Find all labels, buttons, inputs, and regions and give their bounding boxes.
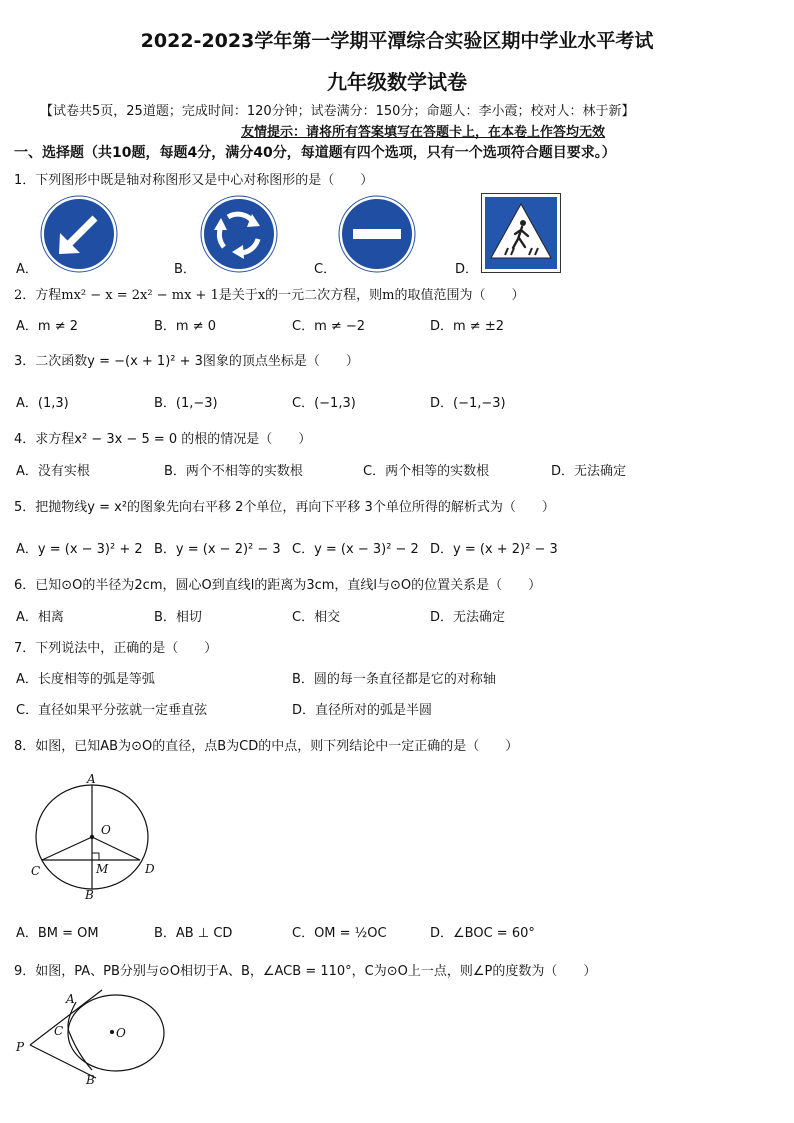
q1-option-c: C． <box>314 262 337 277</box>
q3-option-d: D．(−1,−3) <box>430 396 506 411</box>
sign-keep-left-icon <box>40 195 118 273</box>
q8-option-d: D．∠BOC = 60° <box>430 926 535 941</box>
q2-option-c: C．m ≠ −2 <box>292 319 366 334</box>
fig9-label-b: B <box>86 1073 95 1087</box>
q1-option-d: D． <box>455 262 479 277</box>
q4-option-b: B．两个不相等的实数根 <box>164 464 303 479</box>
question-5: 5．把抛物线y = x²的图象先向右平移 2个单位，再向下平移 3个单位所得的解析式为（ ） <box>14 500 555 515</box>
q6-option-a: A．相离 <box>16 610 64 625</box>
question-4: 4．求方程x² − 3x − 5 = 0 的根的情况是（ ） <box>14 432 312 447</box>
question-7: 7．下列说法中，正确的是（ ） <box>14 641 218 656</box>
q6-option-b: B．相切 <box>154 610 202 625</box>
section-heading: 一、选择题（共10题，每题4分，满分40分，每道题有四个选项，只有一个选项符合题目要求。） <box>14 145 616 161</box>
fig9-label-c: C <box>54 1024 64 1038</box>
question-9: 9．如图，PA、PB分别与⊙O相切于A、B，∠ACB = 110°，C为⊙O上一点，则∠P的度数为（ ） <box>14 964 597 979</box>
question-3: 3．二次函数y = −(x + 1)² + 3图象的顶点坐标是（ ） <box>14 354 359 369</box>
question-8: 8．如图，已知AB为⊙O的直径，点B为CD的中点，则下列结论中一定正确的是（ ） <box>14 739 519 754</box>
q5-option-d: D．y = (x + 2)² − 3 <box>430 542 558 557</box>
fig8-label-m: M <box>96 862 109 876</box>
fig9-label-p: P <box>16 1040 25 1054</box>
figure-q8-circle <box>22 772 172 902</box>
q5-option-c: C．y = (x − 3)² − 2 <box>292 542 419 557</box>
q1-option-a: A． <box>16 262 38 277</box>
question-6: 6．已知⊙O的半径为2cm，圆心O到直线l的距离为3cm，直线l与⊙O的位置关系是（ ） <box>14 578 542 593</box>
fig9-label-a: A <box>66 992 75 1006</box>
q7-option-c: C．直径如果平分弦就一定垂直弦 <box>16 703 208 718</box>
question-1: 1．下列图形中既是轴对称图形又是中心对称图形的是（ ） <box>14 173 374 188</box>
exam-title: 2022-2023学年第一学期平潭综合实验区期中学业水平考试 <box>140 30 654 52</box>
q8-option-b: B．AB ⊥ CD <box>154 926 233 941</box>
q2-option-a: A．m ≠ 2 <box>16 319 78 334</box>
fig8-label-a: A <box>87 772 96 786</box>
question-2: 2．方程mx² − x = 2x² − mx + 1是关于x的一元二次方程，则m的取值范围为（ ） <box>14 288 525 303</box>
q4-option-d: D．无法确定 <box>551 464 627 479</box>
exam-subtitle: 九年级数学试卷 <box>327 70 467 94</box>
fig9-label-o: O <box>116 1026 126 1040</box>
q5-option-b: B．y = (x − 2)² − 3 <box>154 542 281 557</box>
q3-option-c: C．(−1,3) <box>292 396 356 411</box>
q7-option-d: D．直径所对的弧是半圆 <box>292 703 433 718</box>
exam-tip: 友情提示：请将所有答案填写在答题卡上，在本卷上作答均无效 <box>240 125 605 140</box>
fig8-label-d: D <box>145 862 155 876</box>
fig8-label-o: O <box>101 823 111 837</box>
q7-option-a: A．长度相等的弧是等弧 <box>16 672 155 687</box>
q4-option-a: A．没有实根 <box>16 464 90 479</box>
q7-option-b: B．圆的每一条直径都是它的对称轴 <box>292 672 496 687</box>
q5-option-a: A．y = (x − 3)² + 2 <box>16 542 143 557</box>
sign-pedestrian-crossing-icon <box>481 193 561 273</box>
sign-roundabout-icon <box>200 195 278 273</box>
q6-option-d: D．无法确定 <box>430 610 506 625</box>
figure-q9-tangents <box>12 988 172 1088</box>
q1-option-b: B． <box>174 262 196 277</box>
q3-option-b: B．(1,−3) <box>154 396 218 411</box>
q2-option-b: B．m ≠ 0 <box>154 319 217 334</box>
q4-option-c: C．两个相等的实数根 <box>363 464 490 479</box>
fig8-label-b: B <box>85 888 94 902</box>
sign-no-entry-icon <box>338 195 416 273</box>
exam-info: 【试卷共5页，25道题；完成时间：120分钟；试卷满分：150分；命题人：李小霞；校对人：林于新】 <box>40 104 635 119</box>
fig8-label-c: C <box>31 864 41 878</box>
q6-option-c: C．相交 <box>292 610 341 625</box>
q8-option-c: C．OM = ½OC <box>292 926 387 941</box>
q3-option-a: A．(1,3) <box>16 396 69 411</box>
q8-option-a: A．BM = OM <box>16 926 99 941</box>
q2-option-d: D．m ≠ ±2 <box>430 319 504 334</box>
